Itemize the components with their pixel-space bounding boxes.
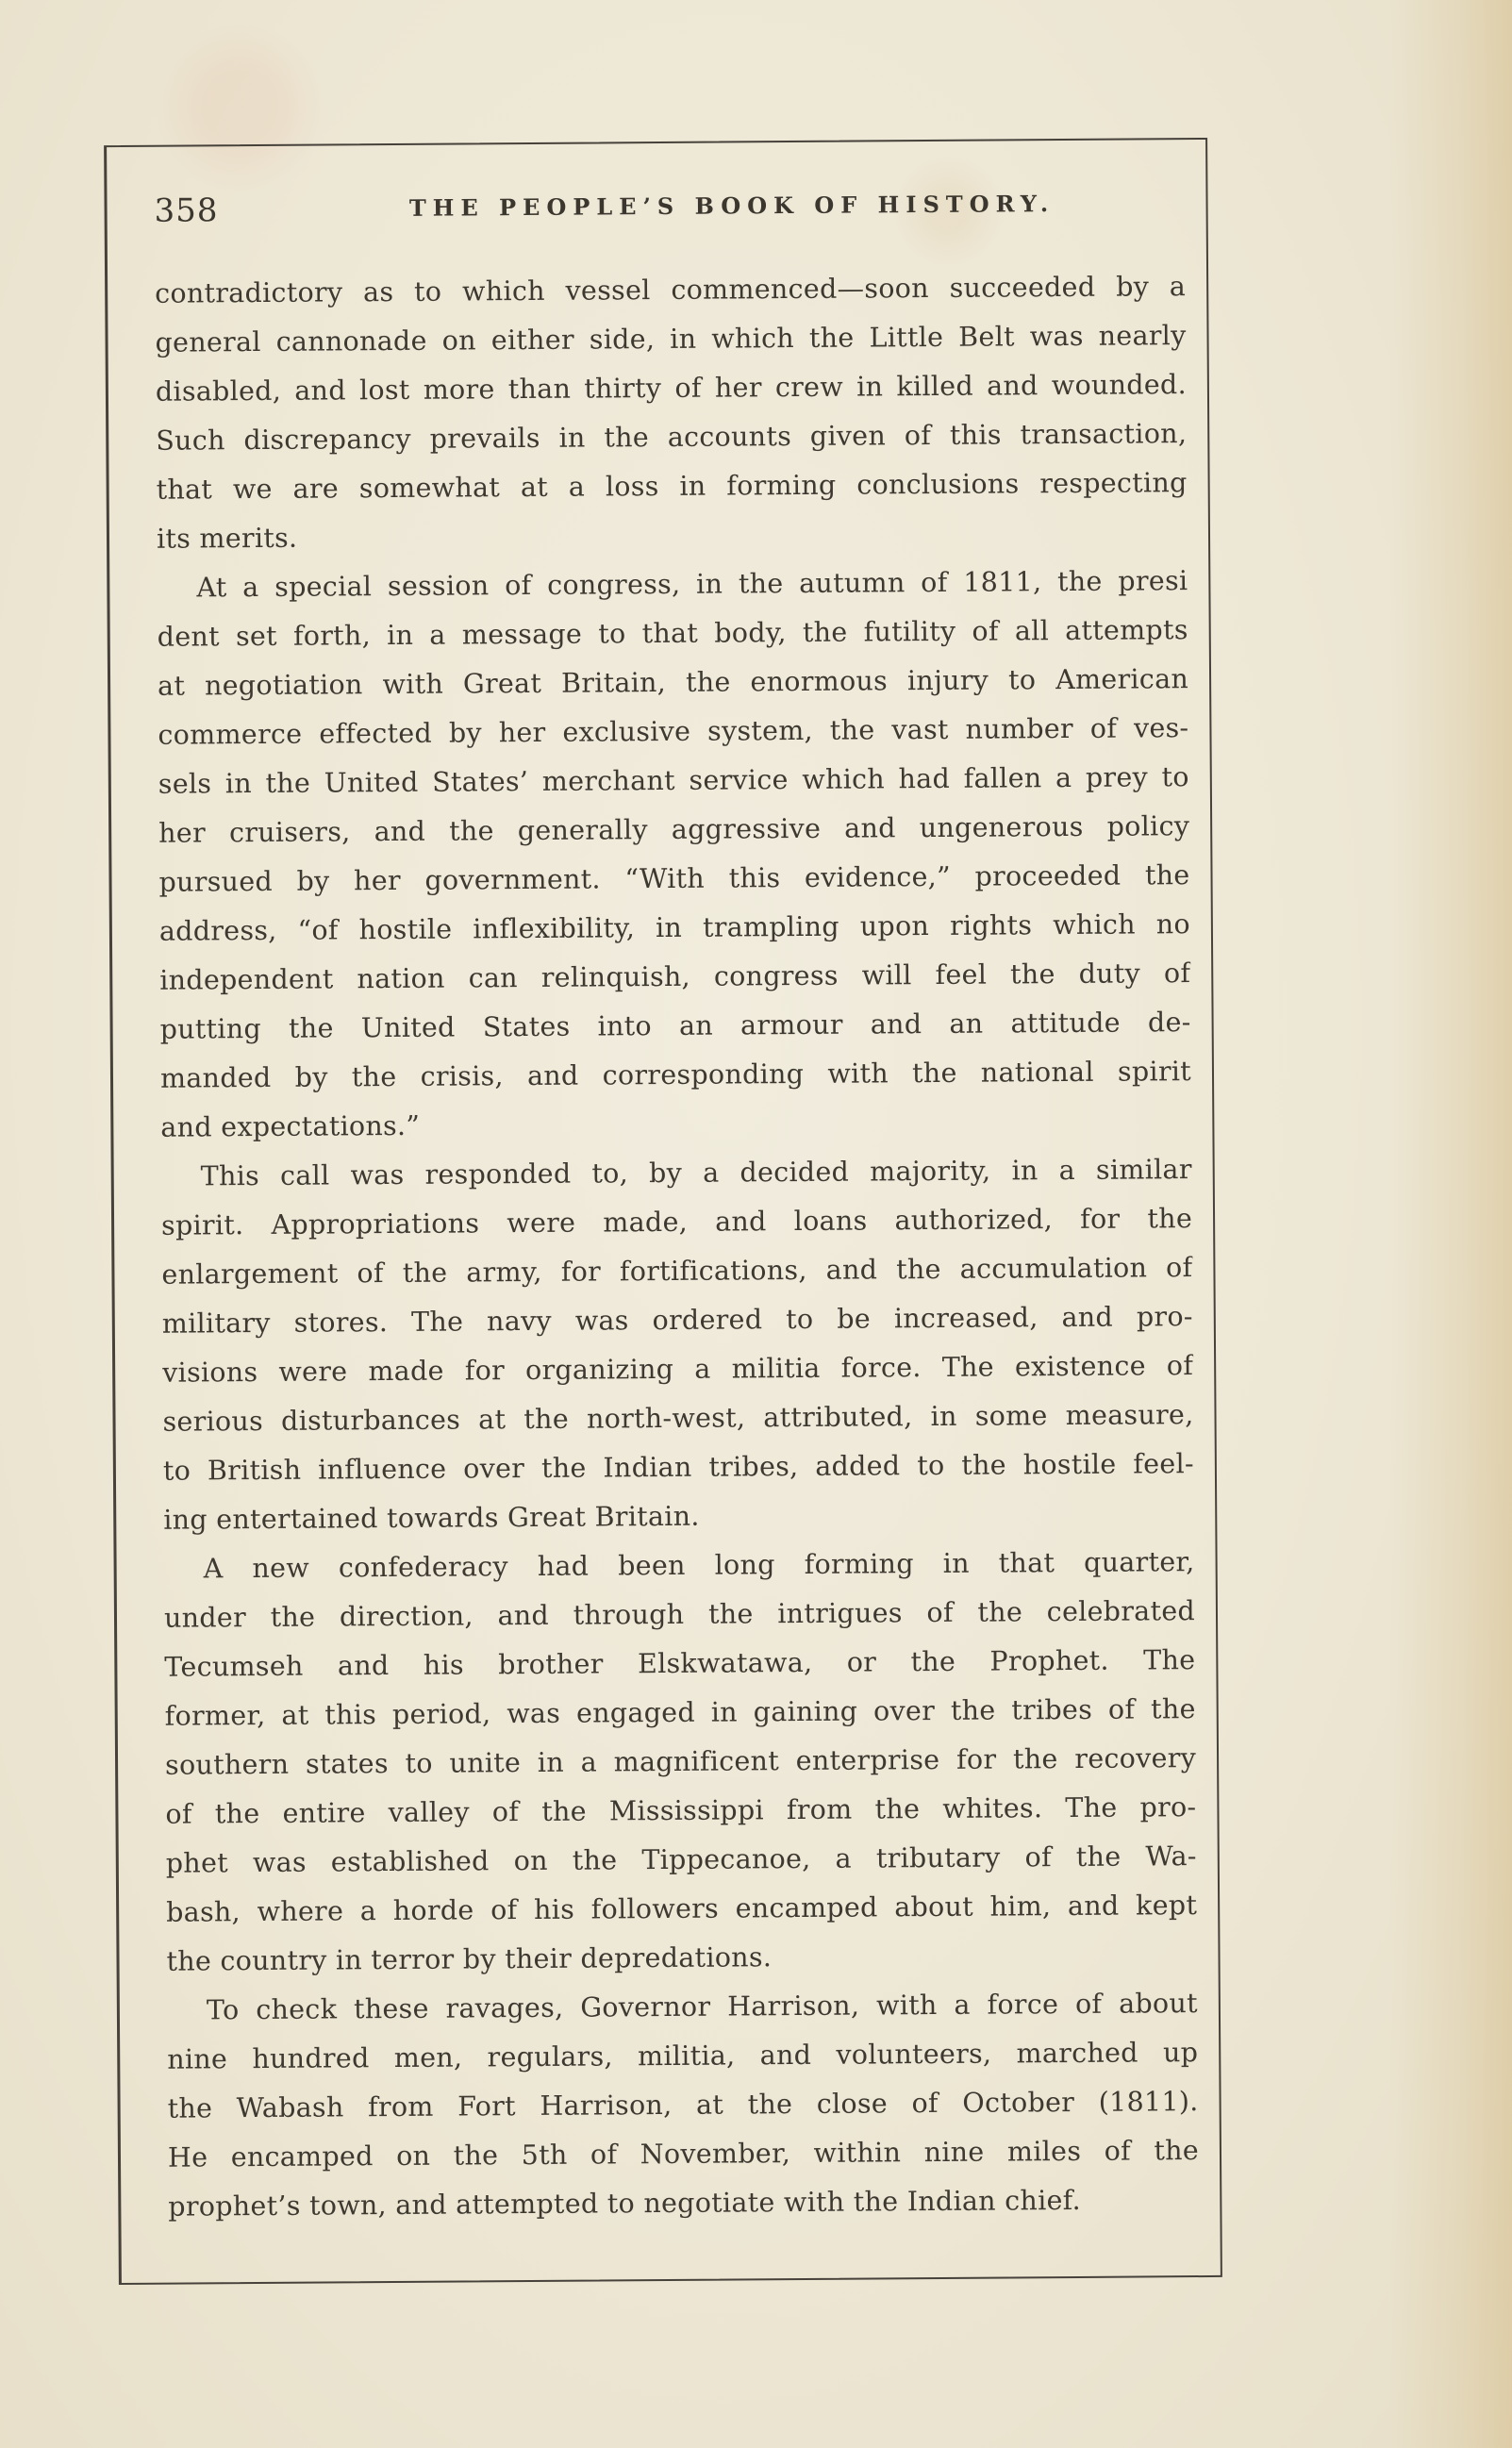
text-line: southern states to unite in a magnificent enterprise for the recovery <box>164 1742 1197 1781</box>
page-header-row <box>107 185 1205 234</box>
text-line: under the direction, and through the intrigues of the celebrated <box>163 1595 1196 1634</box>
running-header: THE PEOPLE’S BOOK OF HISTORY. <box>408 190 1055 222</box>
text-line: He encamped on the 5th of November, within nine miles of the <box>167 2135 1200 2173</box>
text-line: dent set forth, in a message to that body, the futility of all attempts <box>157 614 1188 653</box>
text-line: her cruisers, and the generally aggressive and ungenerous policy <box>158 810 1190 849</box>
text-line: former, at this period, was engaged in gaining over the tribes of the <box>164 1693 1196 1732</box>
text-line: Tecumseh and his brother Elskwatawa, or the Prophet. The <box>164 1644 1196 1683</box>
text-line: sels in the United States’ merchant service which had fallen a prey to <box>158 761 1189 800</box>
page-body <box>155 262 1199 2232</box>
text-line: general cannonade on either side, in which the Little Belt was nearly <box>155 320 1187 358</box>
text-line: to British influence over the Indian tribes, added to the hostile feel- <box>162 1448 1194 1487</box>
text-line: that we are somewhat at a loss in forming conclusions respecting <box>156 467 1188 506</box>
text-line: nine hundred men, regulars, militia, and volunteers, marched up <box>167 2037 1199 2075</box>
text-line: commerce effected by her exclusive system, the vast number of ves- <box>158 712 1189 751</box>
text-line: and expectations.” <box>160 1109 421 1143</box>
text-line: phet was established on the Tippecanoe, a tributary of the Wa- <box>165 1840 1197 1879</box>
text-line: enlargement of the army, for fortifications, and the accumulation of <box>161 1252 1193 1291</box>
text-line: A new confederacy had been long forming in that quarter, <box>203 1546 1195 1585</box>
text-line: military stores. The navy was ordered to be increased, and pro- <box>161 1301 1193 1340</box>
page-number: 358 <box>154 192 219 230</box>
text-line: To check these ravages, Governor Harrison, with a force of about <box>206 1988 1198 2026</box>
text-line: address, “of hostile inflexibility, in trampling upon rights which no <box>158 908 1191 947</box>
text-line: of the entire valley of the Mississippi from the whites. The pro- <box>165 1791 1197 1830</box>
text-line: disabled, and lost more than thirty of her crew in killed and wounded. <box>155 369 1188 408</box>
text-line: putting the United States into an armour and an attitude de- <box>159 1007 1191 1045</box>
text-line: at negotiation with Great Britain, the enormous injury to American <box>157 663 1189 702</box>
text-line: ing entertained towards Great Britain. <box>163 1500 700 1536</box>
text-line: its merits. <box>156 522 298 555</box>
text-line: visions were made for organizing a militia force. The existence of <box>162 1350 1194 1389</box>
text-line: This call was responded to, by a decided majority, in a similar <box>200 1154 1192 1192</box>
text-line: manded by the crisis, and corresponding with the national spirit <box>159 1056 1192 1094</box>
text-line: bash, where a horde of his followers encamped about him, and kept <box>166 1890 1198 1928</box>
text-line: independent nation can relinquish, congress will feel the duty of <box>159 958 1191 996</box>
text-line: contradictory as to which vessel commenced—soon succeeded by a <box>155 271 1187 309</box>
text-line: serious disturbances at the north-west, attributed, in some measure, <box>162 1399 1194 1438</box>
text-line: spirit. Appropriations were made, and loans authorized, for the <box>160 1203 1193 1241</box>
text-line: the country in terror by their depredations. <box>166 1941 773 1977</box>
text-line: Such discrepancy prevails in the accounts given of this transaction, <box>156 418 1188 457</box>
text-line: At a special session of congress, in the autumn of 1811, the presi <box>196 565 1188 604</box>
text-line: pursued by her government. “With this evidence,” proceeded the <box>158 859 1190 898</box>
text-line: prophet’s town, and attempted to negotiate with the Indian chief. <box>168 2184 1082 2223</box>
text-line: the Wabash from Fort Harrison, at the close of October (1811). <box>167 2086 1199 2124</box>
page-frame <box>104 138 1222 2285</box>
